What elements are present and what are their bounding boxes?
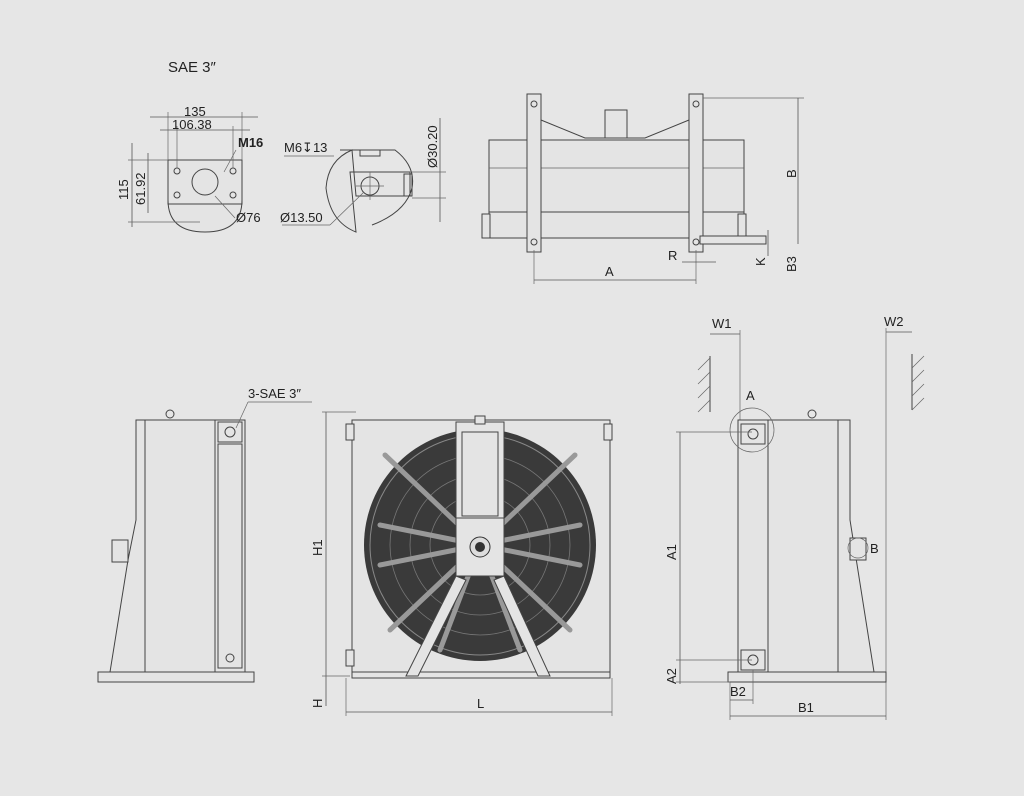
front-dim-h: H	[310, 698, 325, 708]
right-dim-w2: W2	[884, 314, 904, 329]
side-tank	[215, 420, 245, 672]
side-body	[145, 420, 215, 672]
top-dim-b: B	[784, 169, 799, 178]
dim-m16: M16	[238, 135, 264, 150]
side-base	[98, 672, 254, 682]
dim-76: Ø76	[236, 210, 261, 225]
dim-61-92: 61.92	[133, 172, 148, 205]
side-callout: 3-SAE 3″	[248, 386, 302, 401]
top-dim-k: K	[753, 257, 768, 266]
top-dim-b3: B3	[784, 256, 799, 272]
dim-135: 135	[184, 104, 206, 119]
front-dim-l: L	[477, 696, 485, 711]
right-bracket	[689, 94, 703, 252]
right-dim-a1: A1	[664, 544, 679, 560]
dim-115: 115	[116, 179, 131, 200]
left-side-view	[98, 386, 312, 682]
flange-body	[168, 160, 242, 232]
right-callout-a: A	[746, 388, 755, 403]
front-view	[310, 412, 612, 716]
front-dim-h1: H1	[310, 539, 325, 556]
shaft-detail	[280, 118, 446, 232]
left-bracket	[527, 94, 541, 252]
dim-m6: M6↧13	[284, 140, 328, 155]
port-title: SAE 3″	[168, 59, 216, 76]
right-dim-w1: W1	[712, 316, 732, 331]
right-dim-a2: A2	[664, 668, 679, 684]
right-tank	[738, 420, 768, 672]
sae-flange-detail	[116, 59, 263, 232]
top-view	[482, 94, 804, 284]
motor-bracket	[456, 422, 504, 522]
dim-13-50: Ø13.50	[280, 210, 323, 225]
shaft-hub	[326, 150, 410, 232]
right-callout-b: B	[870, 541, 879, 556]
right-dim-b2: B2	[730, 684, 746, 699]
right-dim-b1: B1	[798, 700, 814, 715]
dim-30-20: Ø30.20	[425, 125, 440, 168]
motor-mount	[605, 110, 627, 138]
top-dim-a: A	[605, 264, 614, 279]
top-dim-r: R	[668, 248, 678, 263]
right-side-view	[664, 314, 924, 720]
right-body	[768, 420, 838, 672]
dim-106-38: 106.38	[172, 117, 212, 132]
right-base	[728, 672, 886, 682]
